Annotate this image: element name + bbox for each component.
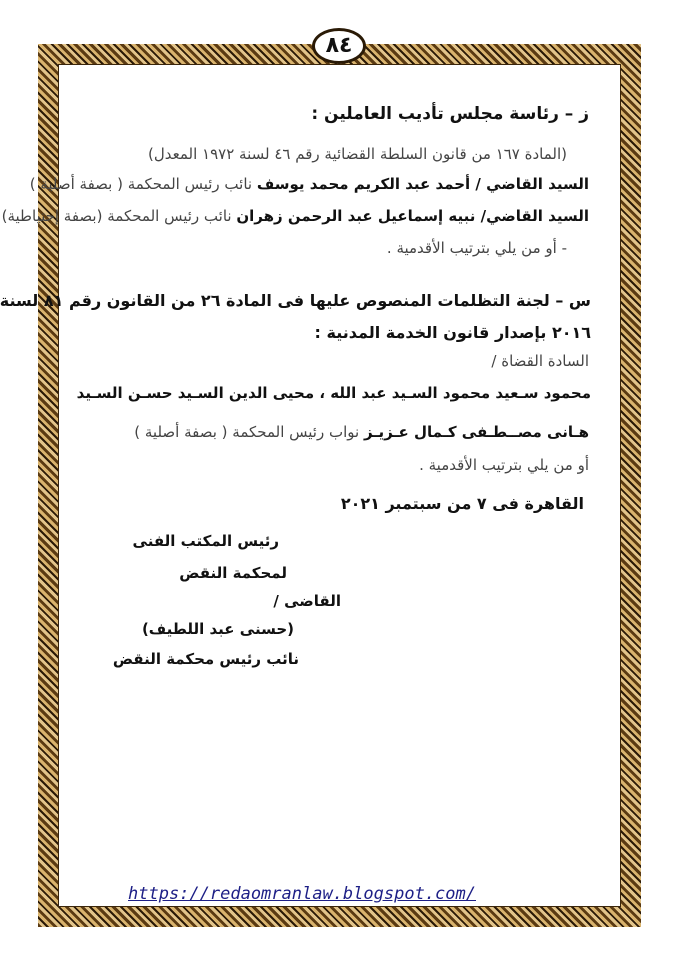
member2-name: السيد القاضي/ نبيه إسماعيل عبد الرحمن زهران (236, 207, 589, 225)
signature-name: (حسنى عبد اللطيف) (141, 620, 294, 638)
footer-url-link[interactable]: https://redaomranlaw.blogspot.com/ (128, 884, 476, 904)
section-z-member2 (2, 207, 589, 225)
date-line: القاهرة فى ٧ من سبتمبر ٢٠٢١ (340, 494, 584, 513)
member2-role: نائب رئيس المحكمة (بصفة إحتياطية) (1, 207, 232, 225)
section-s-seniority: أو من يلي بترتيب الأقدمية . (419, 456, 589, 474)
member1-name: السيد القاضي / أحمد عبد الكريم محمد يوسف (256, 175, 589, 193)
signature-judge-label: القاضى / (273, 592, 341, 610)
signature-role: نائب رئيس محكمة النقض (112, 650, 299, 668)
section-z-member1 (30, 175, 589, 193)
judges-line2-role: نواب رئيس المحكمة ( بصفة أصلية ) (134, 423, 360, 441)
judges-line2 (134, 423, 589, 441)
judges-line2-name: هـانى مصــطـفى كـمال عـزيـز (363, 423, 589, 441)
judges-line1: محمود سـعيد محمود السـيد عبد الله ، محيى الدين السـيد حسـن السـيد (76, 384, 591, 402)
member1-role: نائب رئيس المحكمة ( بصفة أصلية ) (29, 175, 253, 193)
section-z-article: (المادة ١٦٧ من قانون السلطة القضائية رقم ٤٦ لسنة ١٩٧٢ المعدل) (148, 145, 567, 163)
page-number: ٨٤ (312, 28, 366, 64)
signature-title2: لمحكمة النقض (179, 564, 287, 582)
section-s-heading-line2: ٢٠١٦ بإصدار قانون الخدمة المدنية : (314, 323, 591, 342)
signature-title1: رئيس المكتب الفنى (132, 532, 279, 550)
section-z-heading: ز – رئاسة مجلس تأديب العاملين : (311, 104, 589, 124)
section-s-heading-line1: س – لجنة التظلمات المنصوص عليها فى المادة ٢٦ من القانون رقم ٨١ لسنة (0, 291, 591, 310)
section-z-seniority: - أو من يلي بترتيب الأقدمية . (386, 239, 567, 257)
judges-label: السادة القضاة / (491, 352, 589, 370)
